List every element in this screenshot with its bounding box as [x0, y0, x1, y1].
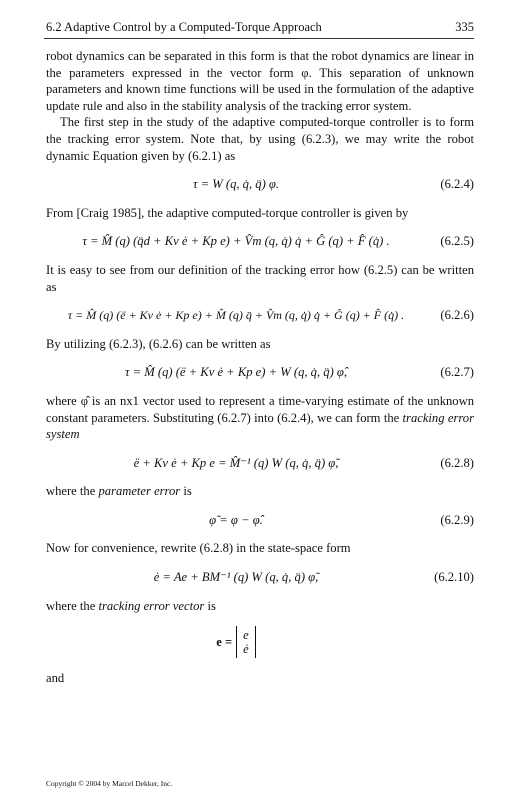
equation-6-2-6 — [46, 307, 474, 324]
equation-math: τ = M̂ (q) (q̈d + Kv ė + Kp e) + V̂m (q, q̇) q̇ + Ĝ (q) + F̂ (q̇) . — [82, 234, 390, 249]
equation-math: τ = M̂ (q) (ë + Kv ė + Kp e) + W (q, q̇, q̈) φ̂, — [124, 365, 348, 380]
equation-math: τ = W (q, q̇, q̈) φ. — [192, 177, 280, 192]
emphasis: tracking error vector — [98, 598, 205, 613]
equation-number: (6.2.5) — [440, 234, 474, 249]
equation-6-2-4 — [46, 176, 474, 193]
equation-6-2-7 — [46, 364, 474, 381]
equation-number: (6.2.6) — [440, 308, 474, 323]
running-header — [46, 20, 474, 35]
main-text — [46, 48, 474, 687]
equation-number: (6.2.4) — [440, 177, 474, 192]
emphasis: tracking error system — [46, 410, 474, 442]
vector-lhs: e = — [216, 634, 233, 649]
equation-number: (6.2.8) — [440, 455, 474, 470]
equation-6-2-8 — [46, 455, 474, 472]
section-title: 6.2 Adaptive Control by a Computed-Torque Approach — [46, 20, 322, 34]
vector-bottom: ė — [243, 642, 249, 657]
vector-top: e — [243, 628, 249, 643]
vector-bracket — [236, 626, 256, 658]
equation-math: ë + Kv ė + Kp e = M̂⁻¹ (q) W (q, q̇, q̈) φ̃, — [133, 455, 339, 470]
paragraph: By utilizing (6.2.3), (6.2.6) can be written as — [46, 336, 271, 351]
paragraph: where φ̂ is an nx1 vector used to represent a time-varying estimate of the unknown constant parameters. Substituting (6.2.7) into (6.2.4), we can form the tracking error system — [46, 393, 474, 442]
equation-number: (6.2.10) — [434, 570, 474, 585]
paragraph: Now for convenience, rewrite (6.2.8) in the state-space form — [46, 541, 351, 556]
page-number: 335 — [455, 20, 474, 34]
paragraph: It is easy to see from our definition of the tracking error how (6.2.5) can be written as — [46, 262, 474, 294]
tracking-error-vector-equation — [46, 626, 474, 658]
equation-math: τ = M̂ (q) (ë + Kv ė + Kp e) + M̂ (q) q̈ + V̂m (q, q̇) q̇ + Ĝ (q) + F̂ (q̇) . — [67, 308, 405, 323]
paragraph: where the tracking error vector is — [46, 598, 216, 613]
paragraph: robot dynamics can be separated in this form is that the robot dynamics are linear in the parameters expressed in the vector form φ. This separation of unknown parameters and known time functions will be used in the formulation of the adaptive update rule and also in the stability analysis of the tracking error system. — [46, 49, 474, 113]
equation-6-2-9 — [46, 512, 474, 529]
copyright-footer: Copyright © 2004 by Marcel Dekker, Inc. — [46, 779, 173, 788]
equation-6-2-10 — [46, 569, 474, 586]
equation-number: (6.2.7) — [440, 365, 474, 380]
header-rule — [44, 38, 474, 39]
paragraph: where the parameter error is — [46, 484, 192, 499]
equation-number: (6.2.9) — [440, 512, 474, 527]
vector-definition — [216, 626, 256, 658]
emphasis: parameter error — [98, 484, 181, 499]
equation-math: φ̃ = φ − φ̂. — [209, 512, 263, 527]
paragraph: The first step in the study of the adaptive computed-torque controller is to form the tracking error system. Note that, by using (6.2.3), we may write the robot dynamic Equation given by (6.2.1) as — [46, 115, 474, 163]
paragraph: and — [46, 671, 65, 686]
equation-6-2-5 — [46, 233, 474, 250]
paragraph: From [Craig 1985], the adaptive computed-torque controller is given by — [46, 205, 409, 220]
equation-math: ė = Ae + BM⁻¹ (q) W (q, q̇, q̈) φ̃, — [153, 570, 319, 585]
